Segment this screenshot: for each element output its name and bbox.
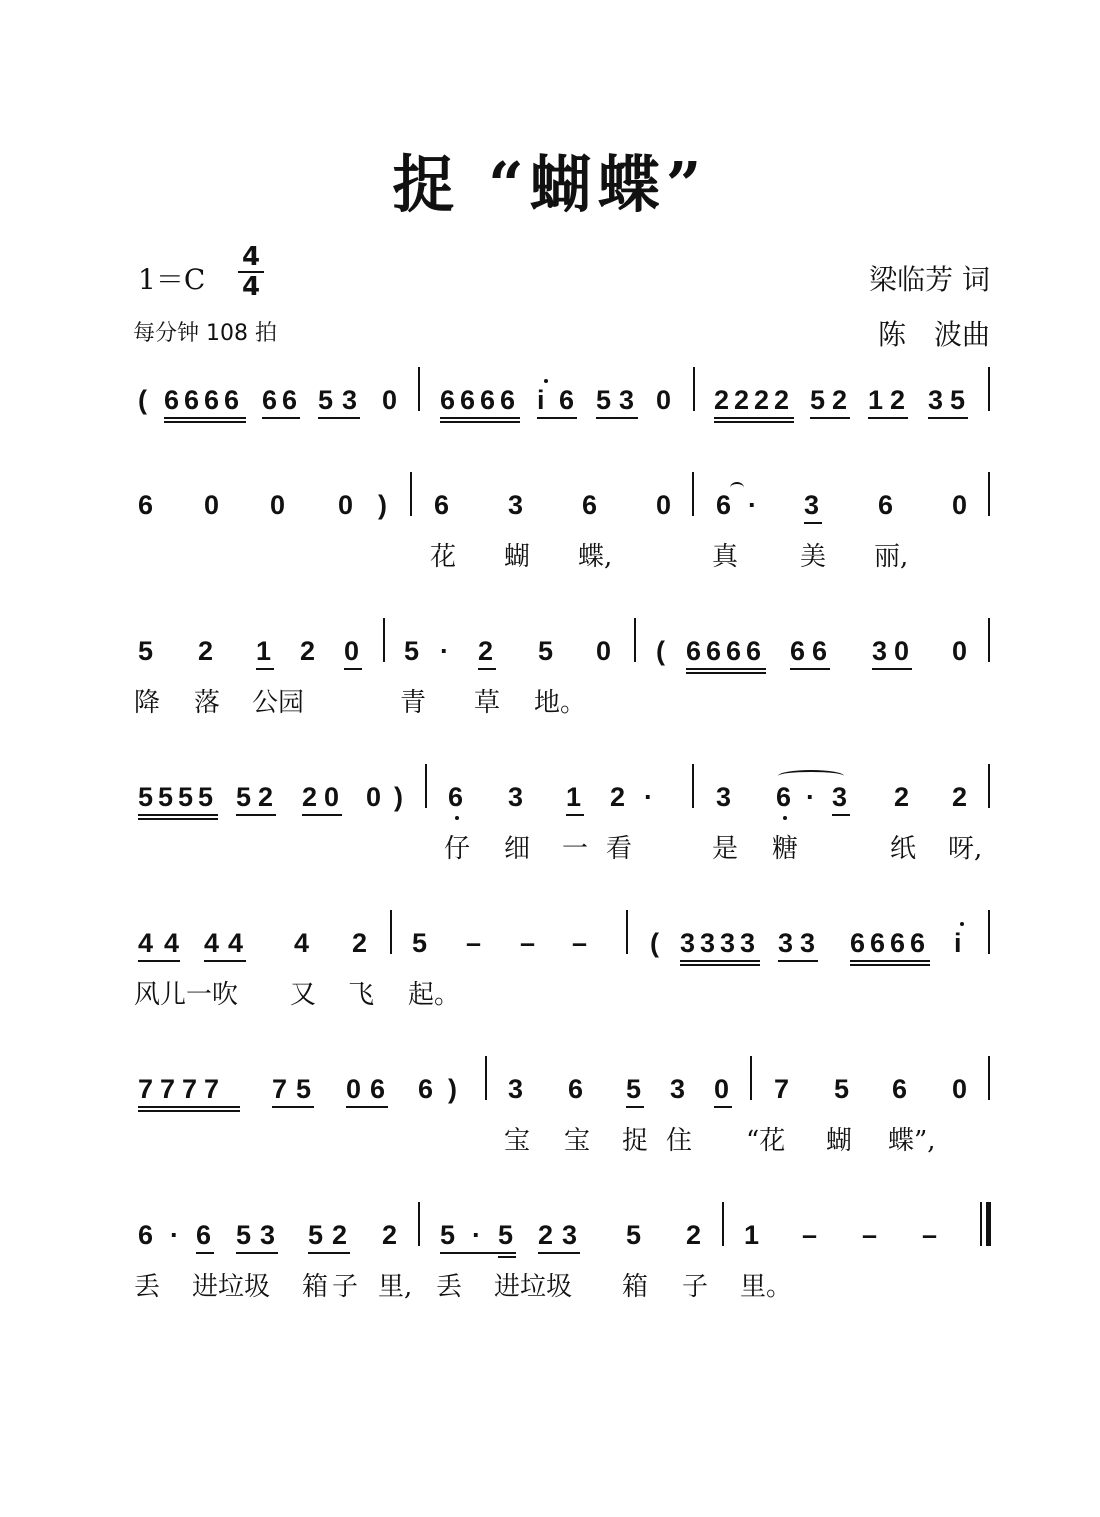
tempo-marking: 每分钟 108 拍 xyxy=(133,321,277,346)
underline xyxy=(440,421,520,423)
note: 0 xyxy=(952,490,968,520)
note: 1 xyxy=(256,636,272,666)
bar-line xyxy=(418,1202,420,1246)
note: 6 xyxy=(892,1074,908,1104)
bar-line xyxy=(410,472,412,516)
underline xyxy=(256,668,274,670)
open-paren: ( xyxy=(650,928,659,958)
note: 3 xyxy=(508,1074,524,1104)
underline xyxy=(164,417,246,419)
note: 6 xyxy=(890,928,906,958)
note: 5 xyxy=(412,928,428,958)
note: 3 xyxy=(562,1220,578,1250)
note: 5 xyxy=(318,385,334,415)
lyric: 蝶”, xyxy=(888,1126,936,1156)
high-dot xyxy=(960,922,964,926)
high-dot xyxy=(544,379,548,383)
note: 2 xyxy=(610,782,626,812)
note: 2 xyxy=(890,385,906,415)
note: 6 xyxy=(480,385,496,415)
dash: – xyxy=(862,1220,878,1250)
dash: – xyxy=(466,928,482,958)
note: 3 xyxy=(680,928,696,958)
underline xyxy=(680,960,760,962)
note: 0 xyxy=(270,490,286,520)
lyric: 一 xyxy=(562,834,589,864)
lyricist-credit: 梁临芳 词 xyxy=(869,263,990,296)
lyric: 呀, xyxy=(948,834,983,864)
underline xyxy=(928,417,968,419)
lyric: 蝴 xyxy=(504,542,531,572)
underline xyxy=(804,522,822,524)
note: 0 xyxy=(656,385,672,415)
note: 3 xyxy=(619,385,635,415)
note: 5 xyxy=(538,636,554,666)
lyric: 捉 xyxy=(622,1126,649,1156)
note-low-6: 6 xyxy=(776,782,792,812)
lyric: 子 xyxy=(682,1272,709,1302)
lyric: 飞 xyxy=(348,980,375,1010)
underline xyxy=(714,421,794,423)
note: 5 xyxy=(158,782,174,812)
final-thick-bar xyxy=(986,1202,991,1246)
lyric: 起。 xyxy=(408,980,461,1010)
underline xyxy=(478,668,496,670)
staff-row-4 xyxy=(0,782,1100,902)
note: 0 xyxy=(596,636,612,666)
note: 2 xyxy=(538,1220,554,1250)
lyric: 草 xyxy=(474,688,501,718)
underline xyxy=(262,417,300,419)
underline xyxy=(790,668,830,670)
note: 6 xyxy=(434,490,450,520)
note: 6 xyxy=(184,385,200,415)
note: 0 xyxy=(952,636,968,666)
note: 6 xyxy=(138,490,154,520)
note: 6 xyxy=(440,385,456,415)
note: 6 xyxy=(500,385,516,415)
note: 6 xyxy=(870,928,886,958)
note: 6 xyxy=(790,636,806,666)
lyric: 箱 xyxy=(622,1272,649,1302)
bar-line xyxy=(692,472,694,516)
note: 5 xyxy=(440,1220,456,1250)
lyric: 宝 xyxy=(564,1126,591,1156)
note: 5 xyxy=(950,385,966,415)
note: 6 xyxy=(568,1074,584,1104)
dash: – xyxy=(520,928,536,958)
underline xyxy=(626,1106,644,1108)
lyric: 里, xyxy=(378,1272,413,1302)
dash: – xyxy=(922,1220,938,1250)
note: 5 xyxy=(596,385,612,415)
close-paren: ) xyxy=(394,782,403,812)
staff-row-6 xyxy=(0,1074,1100,1194)
note: 6 xyxy=(850,928,866,958)
note: 0 xyxy=(324,782,340,812)
lyric: 丢 xyxy=(134,1272,161,1302)
note: 0 xyxy=(382,385,398,415)
note: 6 xyxy=(726,636,742,666)
note: 0 xyxy=(344,636,360,666)
lyric: 子 xyxy=(332,1272,359,1302)
note: 2 xyxy=(352,928,368,958)
open-paren: ( xyxy=(656,636,665,666)
underline xyxy=(346,1106,388,1108)
bar-line xyxy=(485,1056,487,1100)
note: 6 xyxy=(164,385,180,415)
note: 3 xyxy=(720,928,736,958)
note: 0 xyxy=(894,636,910,666)
note: 4 xyxy=(204,928,220,958)
note: 6 xyxy=(282,385,298,415)
note: 5 xyxy=(138,636,154,666)
final-thin-bar xyxy=(980,1202,982,1246)
note-high-1: i xyxy=(537,385,545,415)
low-dot xyxy=(455,816,459,820)
note: 6 xyxy=(706,636,722,666)
note: 7 xyxy=(182,1074,198,1104)
note: 2 xyxy=(774,385,790,415)
bar-line xyxy=(988,1056,990,1100)
note: 2 xyxy=(714,385,730,415)
note: 7 xyxy=(160,1074,176,1104)
bar-line xyxy=(722,1202,724,1246)
underline xyxy=(196,1252,214,1254)
bar-line xyxy=(626,910,628,954)
note: 4 xyxy=(228,928,244,958)
note: 5 xyxy=(138,782,154,812)
lyric: 蝴 xyxy=(826,1126,853,1156)
underline xyxy=(686,672,766,674)
close-paren: ) xyxy=(448,1074,457,1104)
bar-line xyxy=(634,618,636,662)
lyric: 仔 xyxy=(444,834,471,864)
lyric: 降 xyxy=(134,688,161,718)
note: 0 xyxy=(714,1074,730,1104)
dash: – xyxy=(802,1220,818,1250)
note: 3 xyxy=(928,385,944,415)
lyric: 丽, xyxy=(874,542,909,572)
dot: · xyxy=(748,490,757,520)
note: 3 xyxy=(700,928,716,958)
underline xyxy=(810,417,850,419)
note: 6 xyxy=(370,1074,386,1104)
dot: · xyxy=(806,782,815,812)
note: 2 xyxy=(894,782,910,812)
dot: · xyxy=(440,636,449,666)
lyric: 进垃圾 xyxy=(192,1272,271,1302)
note: 6 xyxy=(686,636,702,666)
note: 5 xyxy=(198,782,214,812)
note: 3 xyxy=(670,1074,686,1104)
lyric: 里。 xyxy=(740,1272,793,1302)
note: 4 xyxy=(164,928,180,958)
bar-line xyxy=(390,910,392,954)
note: 3 xyxy=(800,928,816,958)
note: 5 xyxy=(626,1220,642,1250)
lyric: 青 xyxy=(400,688,427,718)
dot: · xyxy=(644,782,653,812)
note: 5 xyxy=(404,636,420,666)
underline xyxy=(778,960,818,962)
underline xyxy=(832,814,850,816)
bar-line xyxy=(988,910,990,954)
note: 3 xyxy=(508,490,524,520)
underline xyxy=(440,417,520,419)
open-paren: ( xyxy=(138,385,147,415)
bar-line xyxy=(750,1056,752,1100)
staff-row-1 xyxy=(0,385,1100,505)
lyric: 纸 xyxy=(890,834,917,864)
underline xyxy=(318,417,360,419)
time-signature xyxy=(238,244,264,300)
underline xyxy=(302,814,342,816)
underline xyxy=(850,960,930,962)
staff-row-5 xyxy=(0,928,1100,1048)
note: 3 xyxy=(804,490,820,520)
note: 4 xyxy=(138,928,154,958)
note: 7 xyxy=(774,1074,790,1104)
note: 5 xyxy=(236,782,252,812)
bar-line xyxy=(418,367,420,411)
note: 3 xyxy=(342,385,358,415)
note: 3 xyxy=(260,1220,276,1250)
lyric: 蝶, xyxy=(578,542,613,572)
note: 2 xyxy=(952,782,968,812)
underline xyxy=(138,814,218,816)
note: 0 xyxy=(656,490,672,520)
note: 3 xyxy=(872,636,888,666)
song-title: 捉 “蝴蝶” xyxy=(392,148,708,221)
lyric: 进垃圾 xyxy=(494,1272,573,1302)
staff-row-2 xyxy=(0,490,1100,610)
underline xyxy=(138,1110,240,1112)
time-sig-top: 4 xyxy=(241,242,261,272)
note: 4 xyxy=(294,928,310,958)
underline xyxy=(236,814,276,816)
dash: – xyxy=(572,928,588,958)
note: 2 xyxy=(258,782,274,812)
lyric: 美 xyxy=(800,542,827,572)
note: 6 xyxy=(746,636,762,666)
underline xyxy=(680,964,760,966)
close-paren: ) xyxy=(378,490,387,520)
note: 6 xyxy=(582,490,598,520)
note: 1 xyxy=(566,782,582,812)
underline xyxy=(138,960,180,962)
underline xyxy=(566,814,584,816)
bar-line xyxy=(692,764,694,808)
lyric: 住 xyxy=(666,1126,693,1156)
bar-line xyxy=(693,367,695,411)
underline xyxy=(714,1106,732,1108)
dot: · xyxy=(170,1220,179,1250)
underline xyxy=(872,668,912,670)
note: 6 xyxy=(418,1074,434,1104)
note: 5 xyxy=(178,782,194,812)
note: 3 xyxy=(832,782,848,812)
low-dot xyxy=(783,816,787,820)
lyric: “花 xyxy=(746,1126,786,1156)
underline xyxy=(236,1252,278,1254)
lyric: 又 xyxy=(290,980,317,1010)
note: 7 xyxy=(204,1074,220,1104)
note: 2 xyxy=(332,1220,348,1250)
lyric: 地。 xyxy=(534,688,587,718)
note: 1 xyxy=(744,1220,760,1250)
key-signature: 1＝C xyxy=(138,263,206,296)
lyric: 公园 xyxy=(252,688,305,718)
note: 7 xyxy=(138,1074,154,1104)
note: 2 xyxy=(478,636,494,666)
note: 5 xyxy=(834,1074,850,1104)
note: 2 xyxy=(686,1220,702,1250)
note: 6 xyxy=(460,385,476,415)
note: 2 xyxy=(734,385,750,415)
note: 0 xyxy=(366,782,382,812)
bar-line xyxy=(383,618,385,662)
note: 2 xyxy=(302,782,318,812)
lyric: 丢 xyxy=(436,1272,463,1302)
note: 3 xyxy=(740,928,756,958)
lyric: 风儿一吹 xyxy=(134,980,239,1010)
underline xyxy=(272,1106,314,1108)
underline xyxy=(714,417,794,419)
underline xyxy=(868,417,908,419)
note: 0 xyxy=(952,1074,968,1104)
note: 3 xyxy=(716,782,732,812)
note: 0 xyxy=(346,1074,362,1104)
lyric: 宝 xyxy=(504,1126,531,1156)
note: 2 xyxy=(198,636,214,666)
note: 2 xyxy=(832,385,848,415)
slur-mark xyxy=(778,770,844,782)
underline xyxy=(138,1106,240,1108)
note: 7 xyxy=(272,1074,288,1104)
lyric: 是 xyxy=(712,834,739,864)
staff-row-7 xyxy=(0,1220,1100,1340)
lyric: 落 xyxy=(194,688,221,718)
bar-line xyxy=(425,764,427,808)
lyric: 细 xyxy=(504,834,531,864)
note: 6 xyxy=(138,1220,154,1250)
note: 0 xyxy=(338,490,354,520)
note: 6 xyxy=(262,385,278,415)
note: 6 xyxy=(878,490,894,520)
underline xyxy=(498,1256,516,1258)
time-sig-bottom: 4 xyxy=(241,272,261,302)
underline xyxy=(344,668,362,670)
note: 6 xyxy=(204,385,220,415)
composer-credit: 陈 波曲 xyxy=(877,318,990,351)
note: 6 xyxy=(716,490,732,520)
underline xyxy=(538,1252,580,1254)
note-high-1: i xyxy=(954,928,962,958)
bar-line xyxy=(988,472,990,516)
underline xyxy=(164,421,246,423)
note: 6 xyxy=(812,636,828,666)
bar-line xyxy=(988,618,990,662)
underline xyxy=(138,818,218,820)
lyric: 真 xyxy=(712,542,739,572)
underline xyxy=(440,1252,516,1254)
underline xyxy=(686,668,766,670)
underline xyxy=(850,964,930,966)
underline xyxy=(308,1252,350,1254)
note: 5 xyxy=(308,1220,324,1250)
note: 5 xyxy=(626,1074,642,1104)
note: 6 xyxy=(910,928,926,958)
lyric: 花 xyxy=(430,542,457,572)
note: 2 xyxy=(382,1220,398,1250)
bar-line xyxy=(988,367,990,411)
note: 5 xyxy=(236,1220,252,1250)
note: 3 xyxy=(778,928,794,958)
note: 3 xyxy=(508,782,524,812)
staff-row-3 xyxy=(0,636,1100,756)
bar-line xyxy=(988,764,990,808)
tie-mark xyxy=(730,482,744,494)
underline xyxy=(204,960,246,962)
lyric: 看 xyxy=(606,834,633,864)
lyric: 箱 xyxy=(302,1272,329,1302)
note: 5 xyxy=(810,385,826,415)
note: 2 xyxy=(300,636,316,666)
note-low-6: 6 xyxy=(448,782,464,812)
lyric: 糖 xyxy=(772,834,799,864)
note: 6 xyxy=(559,385,575,415)
note: 5 xyxy=(296,1074,312,1104)
note: 6 xyxy=(224,385,240,415)
underline xyxy=(537,417,577,419)
note: 0 xyxy=(204,490,220,520)
note: 2 xyxy=(754,385,770,415)
note: 1 xyxy=(868,385,884,415)
note: 5 xyxy=(498,1220,514,1250)
note: 6 xyxy=(196,1220,212,1250)
dot: · xyxy=(472,1220,481,1250)
underline xyxy=(596,417,638,419)
